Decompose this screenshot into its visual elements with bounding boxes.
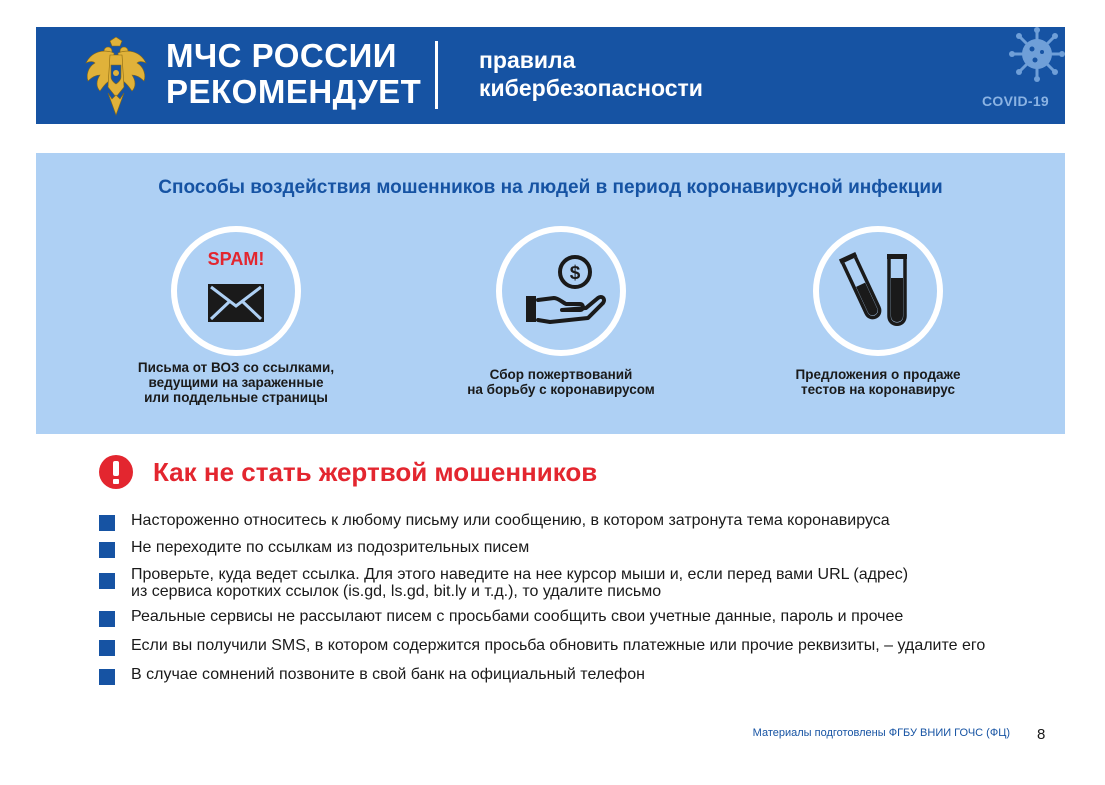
section-title: Как не стать жертвой мошенников xyxy=(153,457,598,487)
panel-title: Способы воздействия мошенников на людей в период коронавирусной инфекции xyxy=(158,177,943,198)
tip-text: Настороженно относитесь к любому письму или сообщению, в котором затронута тема коронавируса xyxy=(131,512,890,529)
tip-text: Реальные сервисы не рассылают писем с просьбами сообщить свои учетные данные, пароль и прочее xyxy=(131,608,904,625)
header-subtitle-line2: кибербезопасности xyxy=(479,75,703,101)
method-label-line: ведущими на зараженные xyxy=(148,375,324,390)
spam-mail-icon xyxy=(177,232,295,350)
method-label xyxy=(106,360,366,405)
header-banner xyxy=(36,27,1065,124)
bullet-square-icon xyxy=(99,611,115,627)
bullet-square-icon xyxy=(99,542,115,558)
header-divider xyxy=(435,41,438,109)
method-icon-circle xyxy=(171,226,301,356)
header-subtitle xyxy=(479,46,703,102)
bullet-square-icon xyxy=(99,515,115,531)
tip-text: Не переходите по ссылкам из подозрительных писем xyxy=(131,539,530,556)
page-number: 8 xyxy=(1037,726,1046,743)
method-label-line: на борьбу с коронавирусом xyxy=(467,382,655,397)
method-label xyxy=(748,367,1008,397)
header-title xyxy=(166,38,421,110)
header-title-line1: МЧС РОССИИ xyxy=(166,37,398,74)
tip-text-line: Проверьте, куда ведет ссылка. Для этого наведите на нее курсор мыши и, если перед вами URL (адрес) xyxy=(131,566,909,583)
spam-badge: SPAM! xyxy=(207,249,265,269)
method-label-line: Предложения о продаже xyxy=(795,367,961,382)
method-label-line: тестов на коронавирус xyxy=(801,382,955,397)
tip-text: Если вы получили SMS, в котором содержится просьба обновить платежные или прочие реквизиты, – удалите его xyxy=(131,637,986,654)
tip-text: В случае сомнений позвоните в свой банк на официальный телефон xyxy=(131,666,645,683)
method-label-line: или поддельные страницы xyxy=(144,390,328,405)
footer-credit: Материалы подготовлены ФГБУ ВНИИ ГОЧС (ФЦ) xyxy=(752,727,1010,739)
virus-icon xyxy=(1004,27,1065,85)
bullet-square-icon xyxy=(99,573,115,589)
method-label xyxy=(431,367,691,397)
method-label-line: Письма от ВОЗ со ссылками, xyxy=(137,360,335,375)
warning-icon xyxy=(99,455,133,489)
header-subtitle-line1: правила xyxy=(479,47,576,73)
method-label-line: Сбор пожертвований xyxy=(489,367,633,382)
method-icon-circle xyxy=(813,226,943,356)
bullet-square-icon xyxy=(99,669,115,685)
tip-text-line: из сервиса коротких ссылок (is.gd, ls.gd, bit.ly и т.д.), то удалите письмо xyxy=(131,583,662,600)
covid-label: COVID-19 xyxy=(982,93,1049,109)
method-icon-circle xyxy=(496,226,626,356)
emercom-emblem-icon xyxy=(84,37,148,117)
svg-text:$: $ xyxy=(569,263,581,284)
donation-hand-icon xyxy=(502,232,620,350)
tip-text xyxy=(131,566,908,600)
header-title-line2: РЕКОМЕНДУЕТ xyxy=(166,73,422,110)
bullet-square-icon xyxy=(99,640,115,656)
test-tubes-icon xyxy=(819,232,937,350)
fraud-methods-panel xyxy=(36,153,1065,434)
